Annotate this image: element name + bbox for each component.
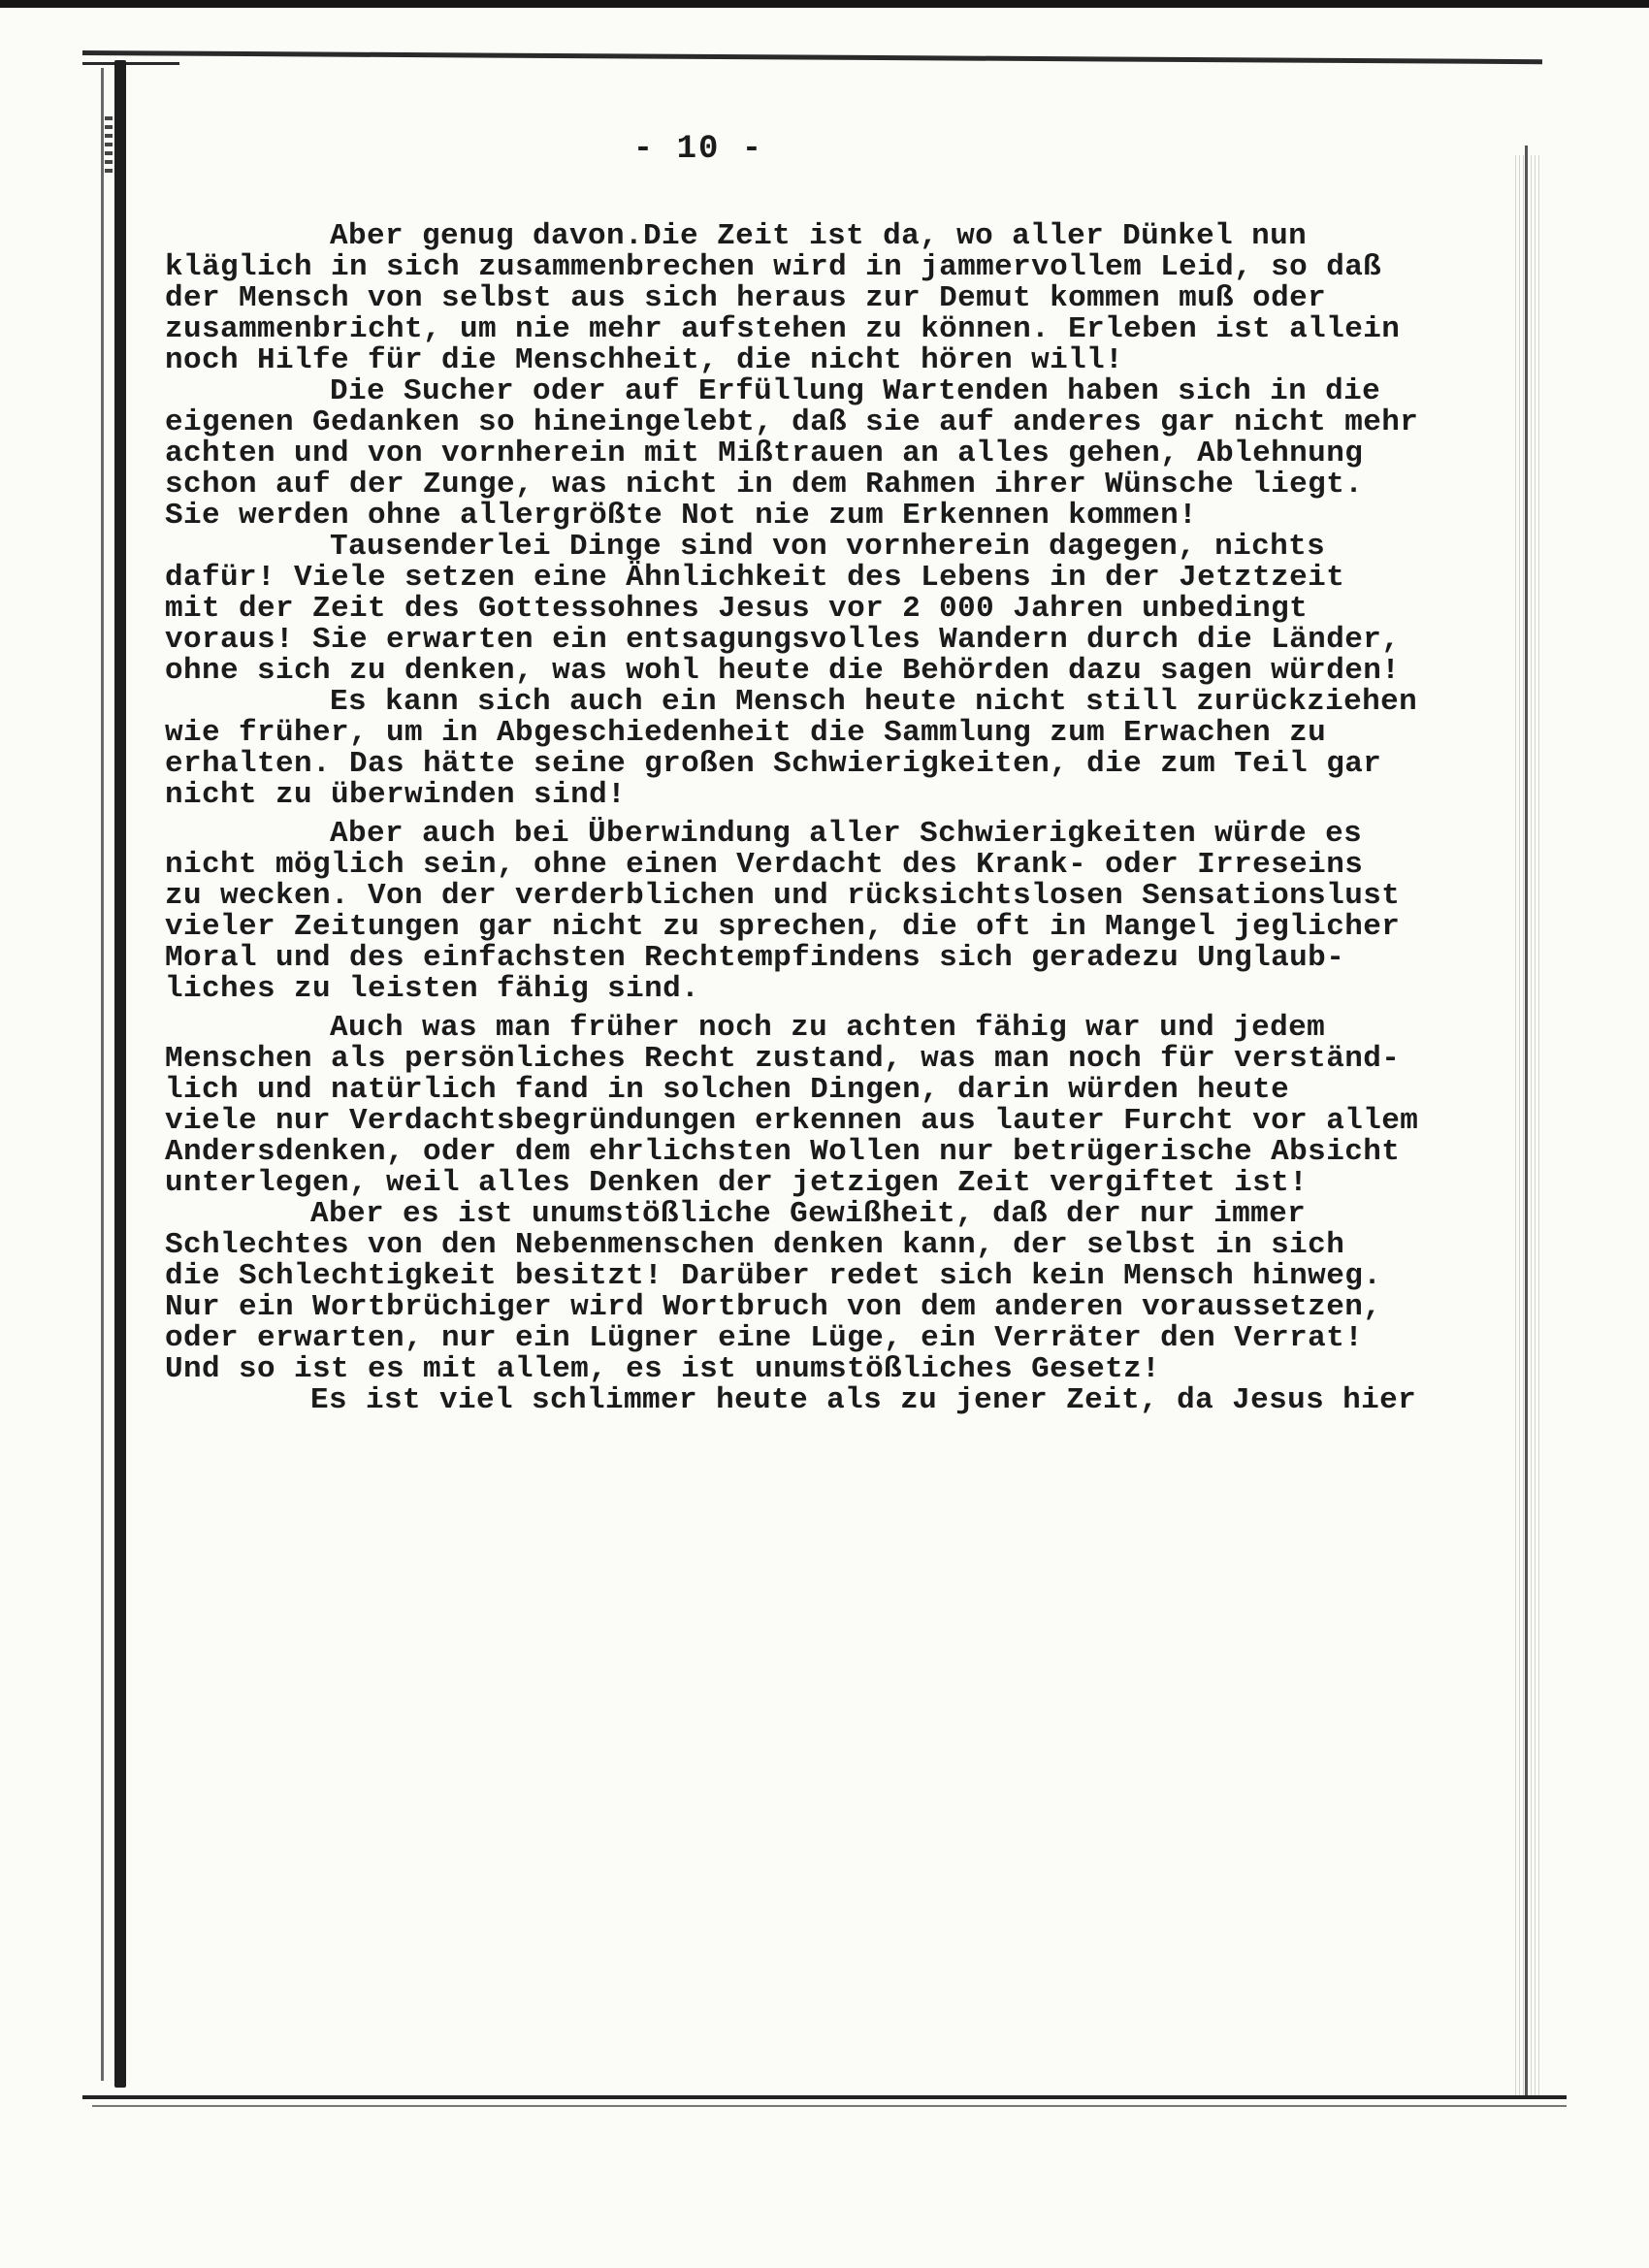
text-line: Menschen als persönliches Recht zustand, was man noch für verständ-: [165, 1042, 1401, 1076]
page-edge-right-texture: [1515, 155, 1542, 2095]
text-line: dafür! Viele setzen eine Ähnlichkeit des Lebens in der Jetztzeit: [165, 561, 1345, 595]
text-line: oder erwarten, nur ein Lügner eine Lüge, ein Verräter den Verrat!: [165, 1321, 1364, 1355]
text-line: Und so ist es mit allem, es ist unumstößliches Gesetz!: [165, 1352, 1161, 1386]
text-line: Es kann sich auch ein Mensch heute nicht still zurückziehen: [330, 685, 1418, 719]
text-line: die Schlechtigkeit besitzt! Darüber redet sich kein Mensch hinweg.: [165, 1259, 1382, 1293]
text-line: schon auf der Zunge, was nicht in dem Rahmen ihrer Wünsche liegt.: [165, 468, 1364, 502]
text-line: viele nur Verdachtsbegründungen erkennen aus lauter Furcht vor allem: [165, 1104, 1419, 1138]
text-line: Es ist viel schlimmer heute als zu jener Zeit, da Jesus hier: [310, 1383, 1417, 1417]
text-line: zusammenbricht, um nie mehr aufstehen zu können. Erleben ist allein: [165, 312, 1401, 346]
text-line: Moral und des einfachsten Rechtempfindens sich geradezu Unglaub-: [165, 941, 1345, 975]
text-line: Aber auch bei Überwindung aller Schwierigkeiten würde es: [330, 817, 1363, 851]
text-line: zu wecken. Von der verderblichen und rücksichtslosen Sensationslust: [165, 879, 1401, 913]
text-line: nicht möglich sein, ohne einen Verdacht des Krank- oder Irreseins: [165, 848, 1364, 882]
text-line: noch Hilfe für die Menschheit, die nicht hören will!: [165, 343, 1124, 377]
page-border-right: [1525, 146, 1528, 2095]
page-border-bottom: [82, 2095, 1567, 2099]
page-border-top: [82, 50, 1542, 64]
text-line: Andersdenken, oder dem ehrlichsten Wollen nur betrügerische Absicht: [165, 1135, 1401, 1169]
text-line: achten und von vornherein mit Mißtrauen an alles gehen, Ablehnung: [165, 437, 1364, 470]
text-line: Auch was man früher noch zu achten fähig war und jedem: [330, 1011, 1326, 1045]
text-line: wie früher, um in Abgeschiedenheit die Sammlung zum Erwachen zu: [165, 716, 1327, 750]
text-line: Die Sucher oder auf Erfüllung Wartenden haben sich in die: [330, 374, 1381, 408]
page-border-top-tick: [82, 62, 179, 65]
text-line: Tausenderlei Dinge sind von vornherein dagegen, nichts: [330, 530, 1326, 564]
text-line: Aber es ist unumstößliche Gewißheit, daß der nur immer: [310, 1197, 1307, 1231]
text-line: der Mensch von selbst aus sich heraus zur Demut kommen muß oder: [165, 281, 1327, 315]
document-body: [165, 221, 1508, 1416]
page-border-bottom-inner: [92, 2105, 1567, 2107]
text-line: voraus! Sie erwarten ein entsagungsvolles Wandern durch die Länder,: [165, 623, 1401, 657]
text-line: Schlechtes von den Nebenmenschen denken kann, der selbst in sich: [165, 1228, 1345, 1262]
text-line: vieler Zeitungen gar nicht zu sprechen, die oft in Mangel jeglicher: [165, 910, 1401, 944]
punch-marks: [105, 116, 113, 175]
text-line: ohne sich zu denken, was wohl heute die Behörden dazu sagen würden!: [165, 654, 1401, 688]
scan-edge-top: [0, 0, 1649, 8]
text-line: erhalten. Das hätte seine großen Schwierigkeiten, die zum Teil gar: [165, 747, 1382, 781]
text-line: Nur ein Wortbrüchiger wird Wortbruch von dem anderen voraussetzen,: [165, 1290, 1382, 1324]
page-number: - 10 -: [632, 131, 764, 168]
text-line: unterlegen, weil alles Denken der jetzigen Zeit vergiftet ist!: [165, 1166, 1309, 1200]
text-line: mit der Zeit des Gottessohnes Jesus vor 2 000 Jahren unbedingt: [165, 592, 1309, 626]
text-line: Aber genug davon.Die Zeit ist da, wo aller Dünkel nun: [330, 219, 1308, 253]
text-line: lich und natürlich fand in solchen Dingen, darin würden heute: [165, 1073, 1290, 1107]
page-border-left-outer: [101, 68, 104, 2081]
text-line: nicht zu überwinden sind!: [165, 778, 627, 812]
text-line: liches zu leisten fähig sind.: [165, 972, 700, 1006]
page-border-left: [114, 60, 126, 2088]
text-line: eigenen Gedanken so hineingelebt, daß sie auf anderes gar nicht mehr: [165, 405, 1419, 439]
text-line: kläglich in sich zusammenbrechen wird in jammervollem Leid, so daß: [165, 250, 1382, 284]
text-line: Sie werden ohne allergrößte Not nie zum Erkennen kommen!: [165, 499, 1198, 533]
